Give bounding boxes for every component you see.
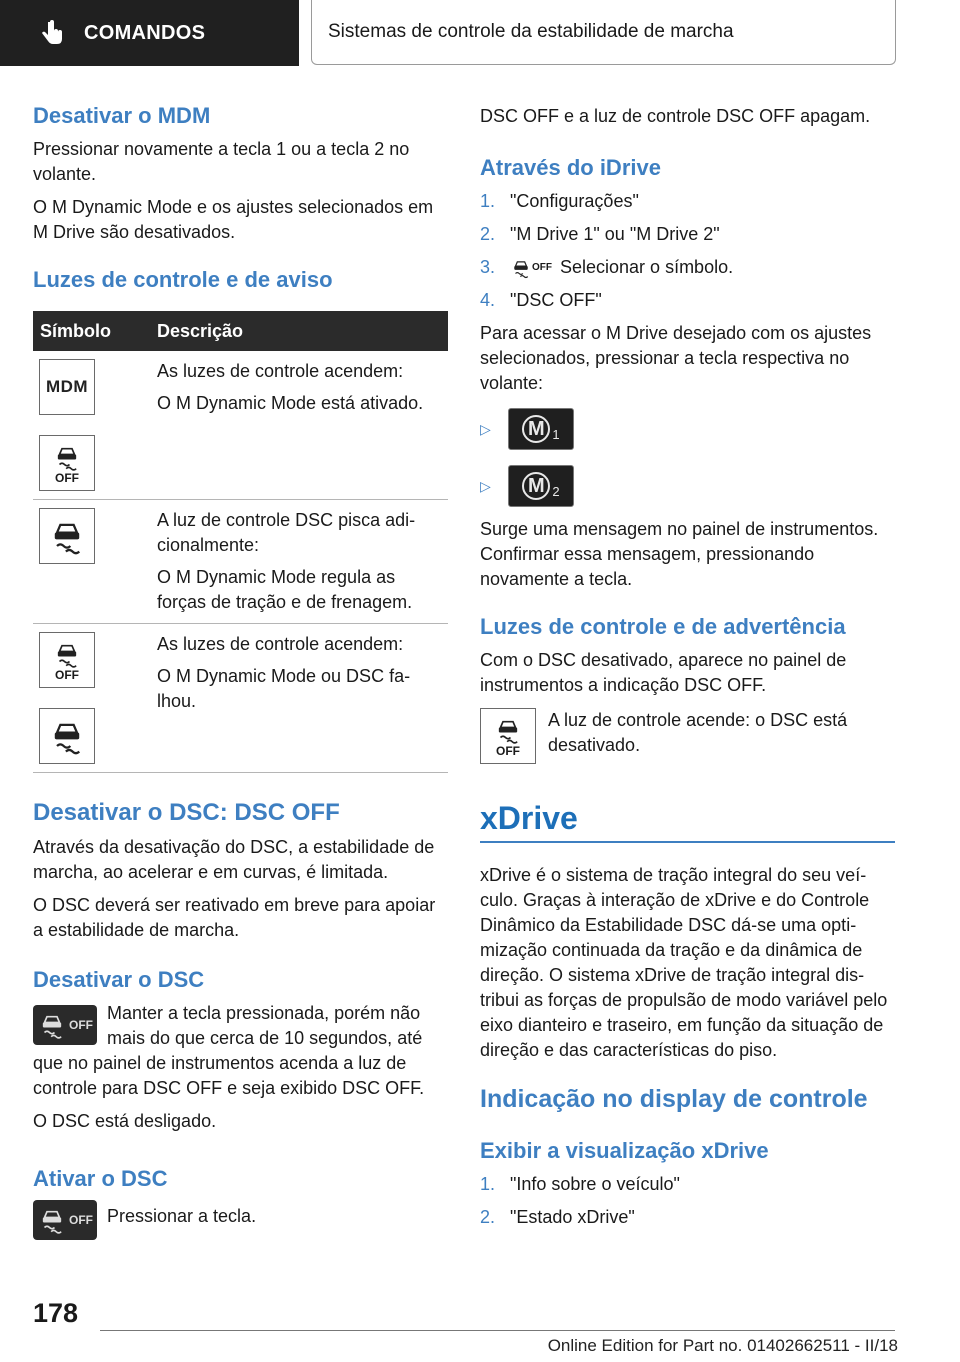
table-row — [33, 351, 448, 500]
heading-lights: Luzes de controle e de aviso — [33, 267, 333, 292]
dsc-icon — [39, 708, 95, 764]
triangle-bullet-icon: ▷ — [480, 420, 491, 437]
m2-row — [480, 465, 895, 507]
warn-p2: A luz de controle acende: o DSC está desativado. — [548, 710, 848, 755]
idrive-steps — [480, 189, 895, 313]
dsc-off-p1: Através da desativação do DSC, a estabilidade de marcha, ao acelerar e em curvas, é limitada. — [33, 837, 435, 882]
chapter-tab — [311, 0, 896, 65]
dsc-off-icon: OFF — [480, 708, 536, 764]
activate-p1: Pressionar a tecla. — [107, 1206, 257, 1226]
activate-block — [33, 1200, 448, 1240]
mdm-off-p1: Pressionar novamente a tecla 1 ou a tecla 2 no volante. — [33, 139, 410, 184]
list-item: 1. "Info sobre o veículo" — [480, 1174, 680, 1194]
warn-light-block — [480, 708, 895, 764]
idrive-p1: Para acessar o M Drive desejado com os ajustes selecionados, pressionar a tecla respectiva no volante: — [480, 323, 872, 393]
section-title: COMANDOS — [84, 21, 206, 44]
left-column — [33, 100, 448, 1240]
description-cell: As luzes de controle acendem: O M Dynamic Mode ou DSC falhou. — [150, 624, 448, 773]
heading-show-xdrive: Exibir a visualização xDrive — [480, 1138, 769, 1163]
symbol-cell — [33, 500, 150, 624]
list-item: 3. OFF Selecionar o símbolo. — [480, 255, 895, 280]
xdrive-p1: xDrive é o sistema de tração integral do seu veículo. Graças à interação de xDrive e do Controle Dinâmico da Estabilidade DSC dá-se uma optimização continuada da tração e da dinâmica de direção. O sistema xDrive de tração integral distribui as forças de propulsão de modo variável pelo eixo dianteiro e traseiro, em função da situação de direção e das características do piso. — [480, 865, 888, 1060]
dsc-off-p2: O DSC deverá ser reativado em breve para apoiar a estabilidade de marcha. — [33, 895, 436, 940]
heading-dsc-off: Desativar o DSC: DSC OFF — [33, 799, 340, 826]
deactivate-p2: O DSC está desligado. — [33, 1111, 217, 1131]
edition-text: Online Edition for Part no. 01402662511 - II/18 — [547, 1336, 898, 1355]
heading-idrive: Através do iDrive — [480, 155, 661, 180]
description-cell: A luz de controle DSC pisca adicionalmente: O M Dynamic Mode regula as forças de tração e de frenagem. — [150, 500, 448, 624]
heading-display: Indicação no display de controle — [480, 1085, 868, 1113]
list-item: 4. "DSC OFF" — [480, 290, 602, 310]
heading-deactivate-dsc: Desativar o DSC — [33, 967, 205, 992]
deactivate-block — [33, 1001, 448, 1101]
mdm-icon: MDM — [39, 359, 95, 415]
deactivate-p1: Manter a tecla pressionada, porém não mais do que cerca de 10 segundos, até que no painel de instrumentos acenda a luz de controle para DSC OFF e seja exibido DSC OFF. — [33, 1003, 425, 1098]
dsc-off-icon: OFF — [39, 435, 95, 491]
idrive-p2: Surge uma mensagem no painel de instrumentos. Confirmar essa mensagem, pressionando novamente a tecla. — [480, 519, 879, 589]
m2-button-icon: M 2 — [508, 465, 574, 507]
description-cell: As luzes de controle acendem: O M Dynamic Mode está ativado. — [150, 351, 448, 500]
dsc-off-symbol-icon: OFF — [510, 255, 552, 280]
m1-button-icon: M 1 — [508, 408, 574, 450]
m1-row — [480, 408, 895, 450]
section-tab — [0, 0, 299, 66]
symbol-table — [33, 311, 448, 773]
hand-pointer-icon — [38, 19, 66, 47]
chapter-title: Sistemas de controle da estabilidade de marcha — [328, 21, 734, 42]
page-number: 178 — [33, 1298, 79, 1328]
right-column — [480, 100, 895, 1238]
list-item: 2. "Estado xDrive" — [480, 1207, 635, 1227]
table-row — [33, 500, 448, 624]
list-item: 1. "Configurações" — [480, 191, 639, 211]
symbol-cell — [33, 624, 150, 773]
heading-mdm-off: Desativar o MDM — [33, 103, 211, 128]
heading-activate-dsc: Ativar o DSC — [33, 1166, 168, 1191]
heading-xdrive: xDrive — [480, 800, 578, 836]
symbol-cell — [33, 351, 150, 500]
table-row — [33, 624, 448, 773]
xdrive-heading-rule — [480, 800, 895, 843]
dsc-icon — [39, 508, 95, 564]
warn-p1: Com o DSC desativado, aparece no painel de instrumentos a indicação DSC OFF. — [480, 650, 847, 695]
triangle-bullet-icon: ▷ — [480, 477, 491, 494]
heading-warning-lights: Luzes de controle e de advertência — [480, 614, 846, 639]
display-steps — [480, 1172, 895, 1230]
dsc-off-button-icon: OFF — [33, 1200, 97, 1240]
dsc-off-icon: OFF — [39, 632, 95, 688]
continuation-text: DSC OFF e a luz de controle DSC OFF apagam. — [480, 106, 871, 126]
col-header-description: Descrição — [150, 311, 448, 351]
dsc-off-button-icon: OFF — [33, 1005, 97, 1045]
mdm-off-p2: O M Dynamic Mode e os ajustes selecionados em M Drive são desativados. — [33, 197, 434, 242]
col-header-symbol: Símbolo — [33, 311, 150, 351]
list-item: 2. "M Drive 1" ou "M Drive 2" — [480, 224, 720, 244]
page-header — [0, 0, 960, 66]
footer-divider — [100, 1330, 895, 1331]
